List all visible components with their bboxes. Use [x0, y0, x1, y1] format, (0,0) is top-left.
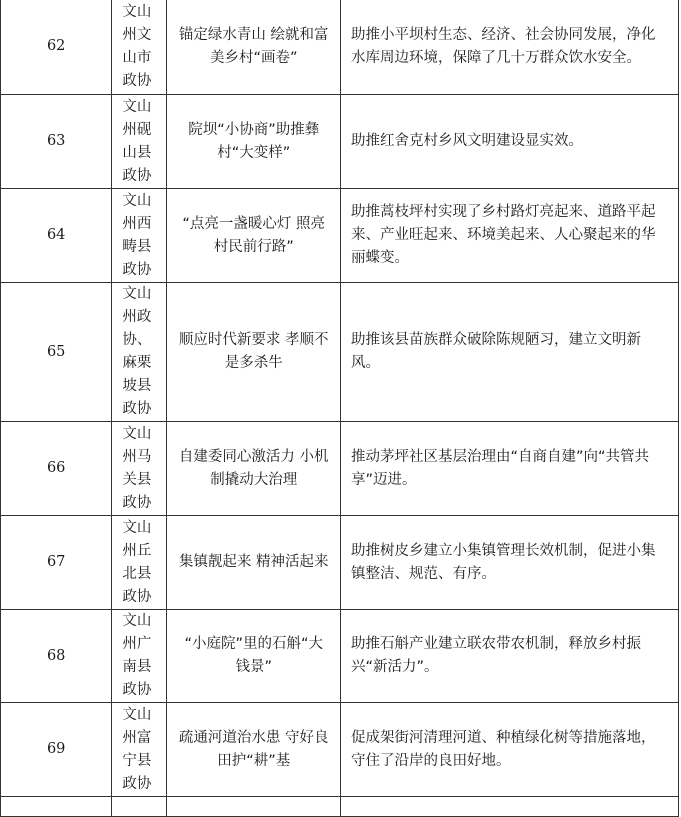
row-number: 66: [1, 422, 112, 516]
unit-cell: [112, 95, 167, 189]
case-effect: 助推树皮乡建立小集镇管理长效机制，促进小集镇整洁、规范、有序。: [350, 542, 656, 582]
case-effect: 助推该县苗族群众破除陈规陋习，建立文明新风。: [350, 332, 641, 371]
case-title: 顺应时代新要求 孝顺不是多杀牛: [178, 332, 329, 371]
unit-name: 文山州砚山县政协: [122, 98, 152, 184]
table-row: [1, 610, 679, 703]
title-cell: [167, 283, 341, 422]
unit-cell: [112, 0, 167, 95]
row-number: 63: [1, 95, 112, 189]
row-number: 65: [1, 283, 112, 422]
unit-cell: [112, 283, 167, 422]
case-title: “点亮一盏暖心灯 照亮村民前行路”: [182, 215, 326, 255]
case-title: 锚定绿水青山 绘就和富美乡村“画卷”: [178, 26, 329, 66]
table-row: [1, 703, 679, 797]
table-row: [1, 0, 679, 95]
unit-cell: [112, 516, 167, 610]
table-row: [1, 189, 679, 283]
case-title: 疏通河道治水患 守好良田护“耕”基: [178, 729, 329, 769]
case-effect: 助推小平坝村生态、经济、社会协同发展，净化水库周边环境，保障了几十万群众饮水安全。: [350, 26, 656, 66]
effect-cell: [340, 610, 678, 703]
effect-cell: [340, 422, 678, 516]
table-row: [1, 422, 679, 516]
effect-cell: [340, 516, 678, 610]
unit-name: 文山州富宁县政协: [122, 706, 152, 792]
row-number: 64: [1, 189, 112, 283]
case-effect: 助推石斛产业建立联农带农机制，释放乡村振兴“新活力”。: [350, 636, 641, 675]
effect-cell: [340, 189, 678, 283]
row-number: 68: [1, 610, 112, 703]
case-effect: 助推红舍克村乡风文明建设显实效。: [350, 133, 583, 149]
row-number: 62: [1, 0, 112, 95]
table-row: [1, 283, 679, 422]
unit-name: 文山州政协、麻栗坡县政协: [122, 286, 152, 417]
case-title: 自建委同心激活力 小机制撬动大治理: [178, 448, 329, 488]
unit-name: 文山州丘北县政协: [122, 519, 152, 605]
unit-name: 文山州广南县政协: [122, 613, 152, 698]
effect-cell: [340, 703, 678, 797]
case-title: “小庭院”里的石斛“大钱景”: [184, 636, 323, 675]
title-cell: [167, 95, 341, 189]
case-effect: 助推蒿枝坪村实现了乡村路灯亮起来、道路平起来、产业旺起来、环境美起来、人心聚起来的华丽蝶变。: [350, 204, 656, 266]
effect-cell: [340, 95, 678, 189]
title-cell: [167, 0, 341, 95]
unit-name: 文山州马关县政协: [122, 425, 152, 511]
effect-cell: [340, 283, 678, 422]
unit-name: 文山州文山市政协: [122, 3, 152, 89]
row-number: 69: [1, 703, 112, 797]
unit-cell: [112, 422, 167, 516]
case-effect: 推动茅坪社区基层治理由“自商自建”向“共管共享”迈进。: [350, 448, 650, 488]
unit-cell: [112, 703, 167, 797]
unit-name: 文山州西畴县政协: [122, 192, 152, 278]
title-cell: [167, 703, 341, 797]
row-number: 67: [1, 516, 112, 610]
effect-cell: [340, 0, 678, 95]
case-title: 集镇靓起来 精神活起来: [178, 554, 329, 570]
title-cell: [167, 422, 341, 516]
case-effect: 促成架街河清理河道、种植绿化树等措施落地，守住了沿岸的良田好地。: [350, 729, 656, 769]
title-cell: [167, 189, 341, 283]
title-cell: [167, 516, 341, 610]
unit-cell: [112, 610, 167, 703]
table-row: [1, 516, 679, 610]
title-cell: [167, 610, 341, 703]
case-title: 院坝“小协商”助推彝村“大变样”: [188, 121, 320, 161]
table-row: [1, 95, 679, 189]
unit-cell: [112, 189, 167, 283]
